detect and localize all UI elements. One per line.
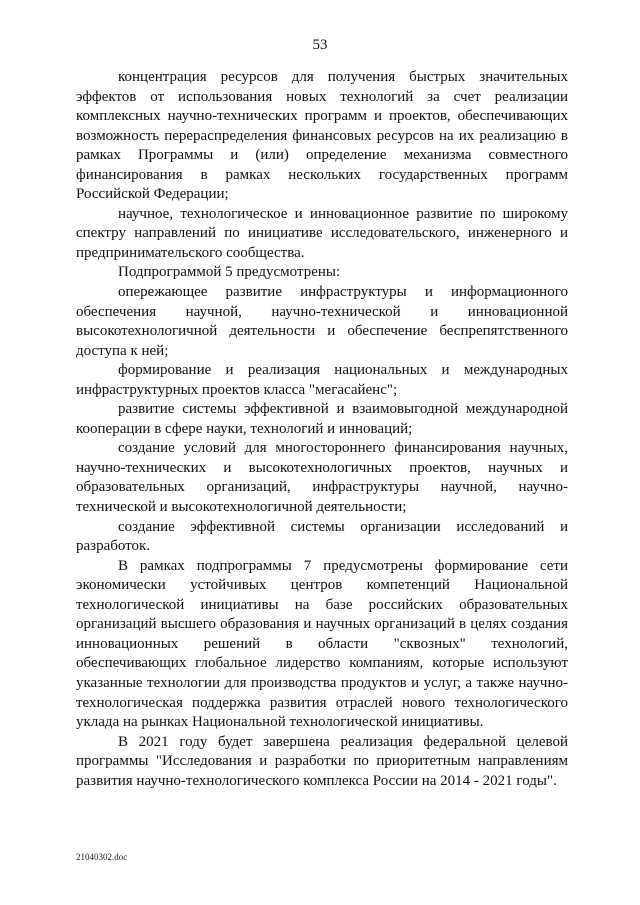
paragraph: В 2021 году будет завершена реализация федеральной целевой программы "Исследования и разработки по приоритетным направлениям развития научно-технологического комплекса России на 2014 - 2021 годы". [76,733,568,789]
paragraph: создание условий для многостороннего финансирования научных, научно-технических и высокотехнологичных проектов, научных и образовательных организаций, инфраструктуры научной, научно-технической и высокотехнологичной деятельности; [76,440,568,516]
paragraph: В рамках подпрограммы 7 предусмотрены формирование сети экономически устойчивых центров компетенций Национальной технологической инициативы на базе российских образовательных организаций высшего образования и научных организаций в целях создания инновационных решений в области "сквозных" технологий, обеспечивающих глобальное лидерство компаниям, которые используют указанные технологии для производства продуктов и услуг, а также научно-технологическая поддержка развития отраслей нового технологического уклада на рынках Национальной технологической инициативы. [76,557,568,731]
page-number: 53 [312,37,328,53]
paragraph: создание эффективной системы организации исследований и разработок. [76,518,568,555]
file-name-footer: 21040302.doc [76,852,128,862]
paragraph: концентрация ресурсов для получения быстрых значительных эффектов от использования новых технологий за счет реализации комплексных научно-технических программ и проектов, обеспечивающих возможность перераспределения финансовых ресурсов на их реализацию в рамках Программы и (или) определение механизма совместного финансирования в рамках нескольких государственных программ Российской Федерации; [76,69,568,203]
paragraph: развитие системы эффективной и взаимовыгодной международной кооперации в сфере науки, технологий и инноваций; [76,401,568,437]
paragraph: научное, технологическое и инновационное развитие по широкому спектру направлений по инициативе исследовательского, инженерного и предпринимательского сообщества. [76,205,568,261]
paragraph: формирование и реализация национальных и международных инфраструктурных проектов класса "мегасайенс"; [76,362,568,398]
document-body [76,68,568,791]
paragraph: опережающее развитие инфраструктуры и информационного обеспечения научной, научно-технической и инновационной высокотехнологичной деятельности и обеспечение беспрепятственного доступа к ней; [76,284,568,359]
paragraph: Подпрограммой 5 предусмотрены: [118,264,341,281]
